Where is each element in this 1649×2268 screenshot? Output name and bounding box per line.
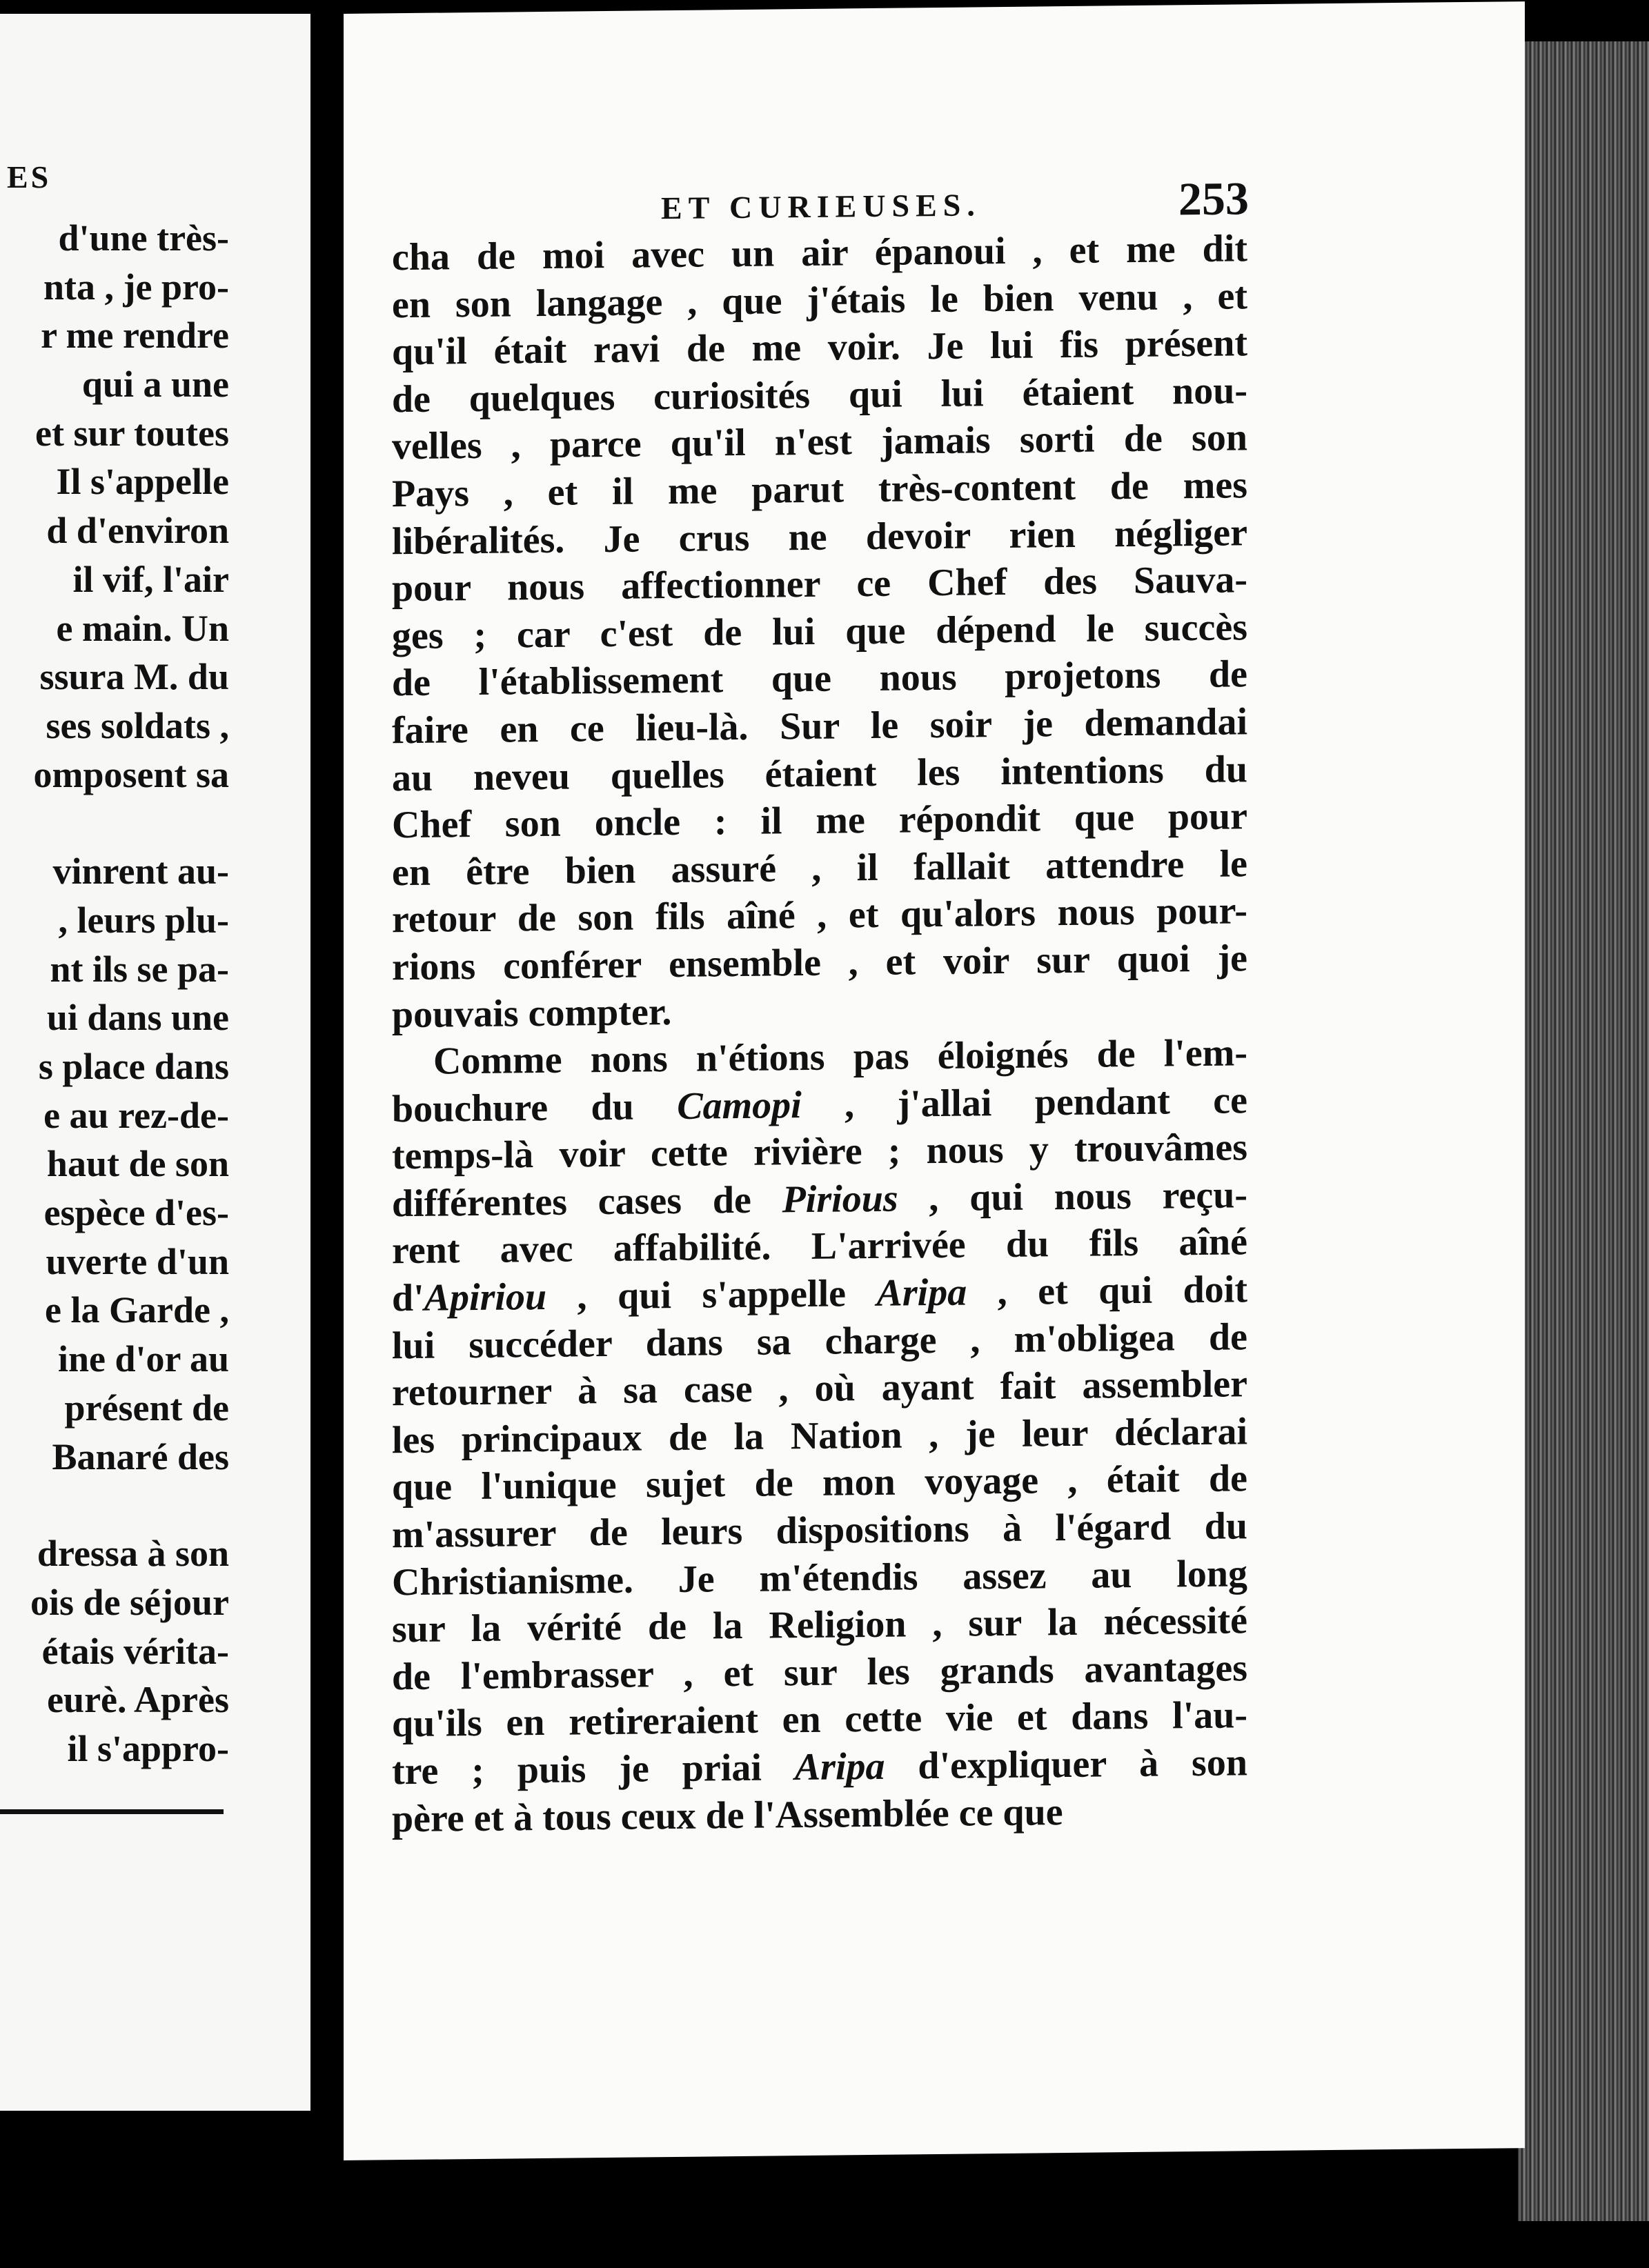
left-text-line: eurè. Après (47, 1679, 229, 1721)
text-segment: rent avec affabilité. L'arrivée du fils aîné (392, 1220, 1247, 1273)
text-segment: faire en ce lieu-là. Sur le soir je demandai (392, 700, 1247, 753)
text-segment: lui succéder dans sa charge , m'obligea de (392, 1315, 1247, 1367)
italic-term: Aripa (794, 1744, 885, 1789)
text-segment: bouchure du (392, 1084, 678, 1131)
text-segment: père et à tous ceux de l'Assemblée ce que (392, 1790, 1063, 1840)
italic-term: Pirious (782, 1177, 898, 1222)
italic-term: Camopi (677, 1083, 802, 1128)
left-text-line (0, 1481, 229, 1529)
text-line (392, 556, 1247, 613)
text-segment: tre ; puis je priai (392, 1746, 795, 1793)
text-segment: rions conférer ensemble , et voir sur quoi je (392, 937, 1247, 989)
text-line (392, 935, 1247, 991)
text-segment: velles , parce qu'il n'est jamais sorti de son (392, 416, 1247, 468)
text-segment: cha de moi avec un air épanoui , et me dit (392, 227, 1247, 279)
text-segment: retourner à sa case , où ayant fait assembler (392, 1362, 1247, 1415)
text-segment: temps-là voir cette rivière ; nous y trouvâmes (392, 1126, 1247, 1178)
text-segment: m'assurer de leurs dispositions à l'égard du (392, 1504, 1247, 1557)
left-running-head: ES (7, 159, 52, 195)
text-line (392, 1077, 1247, 1133)
body-text (392, 225, 1247, 1842)
text-segment: de quelques curiosités qui lui étaient nou- (392, 369, 1247, 421)
left-text-line: vinrent au- (52, 850, 229, 893)
left-page-rule (0, 1809, 224, 1814)
text-line (392, 1502, 1247, 1559)
page-edges (1518, 41, 1649, 2221)
left-text-line: étais vérita- (41, 1630, 229, 1672)
left-text-line: r me rendre (41, 315, 229, 357)
left-text-line: présent de (64, 1386, 229, 1429)
text-line (392, 272, 1247, 329)
text-line (392, 1598, 1247, 1654)
text-segment: de l'établissement que nous projetons de (392, 653, 1247, 705)
left-text-line: ois de séjour (30, 1581, 229, 1623)
text-line (392, 509, 1247, 566)
text-segment: les principaux de la Nation , je leur déclarai (392, 1410, 1247, 1462)
text-line (392, 1644, 1247, 1701)
text-segment: , qui s'appelle (546, 1271, 877, 1318)
left-text-line: espèce d'es- (43, 1192, 229, 1234)
book-gutter (310, 0, 345, 2268)
left-text-line: nt ils se pa- (50, 948, 229, 990)
text-segment: , j'allai pendant ce (801, 1078, 1247, 1126)
text-line (392, 651, 1247, 708)
text-line (392, 1739, 1247, 1796)
text-segment: en son langage , que j'étais le bien venu , et (392, 274, 1247, 326)
text-segment: pouvais compter. (392, 990, 672, 1036)
text-line (392, 1266, 1247, 1322)
left-text-line: haut de son (46, 1143, 229, 1185)
left-text-line: qui a une (81, 364, 229, 406)
text-segment: Pays , et il me parut très-content de mes (392, 464, 1247, 516)
left-text-line: e au rez-de- (43, 1094, 229, 1136)
text-segment: Comme nons n'étions pas éloignés de l'em- (433, 1031, 1247, 1083)
text-segment: au neveu quelles étaient les intentions du (392, 747, 1247, 799)
text-segment: pour nous affectionner ce Chef des Sauva- (392, 558, 1247, 610)
text-segment: qu'ils en retireraient en cette vie et dans l'au- (392, 1693, 1247, 1746)
left-text-line: et sur toutes (35, 412, 229, 454)
italic-term: Aripa (876, 1271, 967, 1315)
left-text-line: e la Garde , (45, 1289, 229, 1331)
text-segment: qu'il était ravi de me voir. Je lui fis présent (392, 321, 1247, 374)
left-text-line: s place dans (38, 1046, 229, 1087)
left-page-text (0, 214, 229, 1773)
left-text-line: omposent sa (33, 753, 229, 795)
left-text-line: d d'environ (46, 510, 229, 552)
left-text-line: ine d'or au (57, 1338, 229, 1380)
left-text-line: e main. Un (56, 607, 229, 649)
text-segment: , qui nous reçu- (898, 1173, 1247, 1220)
text-segment: de l'embrasser , et sur les grands avantages (392, 1647, 1247, 1699)
text-line (392, 367, 1247, 424)
text-segment: libéralités. Je crus ne devoir rien négliger (392, 510, 1247, 563)
text-line (392, 888, 1247, 944)
left-text-line: uverte d'un (46, 1240, 229, 1282)
left-page (0, 14, 310, 2111)
running-title: ET CURIEUSES. (661, 187, 981, 226)
left-text-line (0, 799, 229, 847)
text-segment: que l'unique sujet de mon voyage , était de (392, 1457, 1247, 1509)
text-segment: en être bien assuré , il fallait attendre le (392, 842, 1247, 894)
left-text-line: Il s'appelle (56, 461, 229, 503)
left-text-line: d'une très- (58, 217, 229, 259)
text-line (392, 1408, 1247, 1464)
text-line (392, 840, 1247, 897)
text-line (392, 1550, 1247, 1606)
text-line (392, 1029, 1247, 1086)
text-line (392, 1124, 1247, 1181)
text-line (392, 604, 1247, 660)
left-text-line: ssura M. du (39, 656, 229, 698)
text-segment: sur la vérité de la Religion , sur la nécessité (392, 1599, 1247, 1651)
left-text-line: Banaré des (52, 1435, 229, 1478)
left-text-line: ui dans une (46, 997, 229, 1039)
text-line (392, 225, 1247, 281)
right-page (344, 1, 1525, 2160)
text-segment: Chef son oncle : il me répondit que pour (392, 795, 1247, 847)
text-segment: Christianisme. Je m'étendis assez au long (392, 1551, 1247, 1604)
text-segment: d'expliquer à son (885, 1741, 1247, 1788)
text-line (392, 1219, 1247, 1275)
text-line (392, 1171, 1247, 1228)
text-segment: d' (392, 1276, 424, 1320)
text-line (392, 415, 1247, 471)
text-line (392, 319, 1247, 376)
left-text-line: ses soldats , (46, 704, 229, 746)
text-line (392, 1361, 1247, 1418)
text-segment: ges ; car c'est de lui que dépend le succès (392, 606, 1247, 658)
left-text-line: il s'appro- (67, 1727, 229, 1769)
text-line (392, 982, 1247, 1039)
left-text-line: dressa à son (37, 1533, 229, 1575)
text-line (392, 793, 1247, 849)
page-number: 253 (1178, 172, 1249, 226)
text-segment: différentes cases de (392, 1178, 782, 1226)
left-text-line: nta , je pro- (43, 266, 229, 308)
text-line (392, 698, 1247, 755)
text-line (392, 1455, 1247, 1512)
italic-term: Apiriou (424, 1275, 547, 1320)
left-text-line: , leurs plu- (58, 899, 229, 941)
text-segment: retour de son fils aîné , et qu'alors nous pour- (392, 889, 1247, 942)
text-segment: , et qui doit (967, 1268, 1247, 1314)
text-line (392, 746, 1247, 802)
text-line (392, 1692, 1247, 1749)
text-line (392, 1313, 1247, 1370)
text-line (392, 1787, 1247, 1843)
text-line (392, 461, 1247, 518)
left-text-line: il vif, l'air (72, 558, 229, 600)
